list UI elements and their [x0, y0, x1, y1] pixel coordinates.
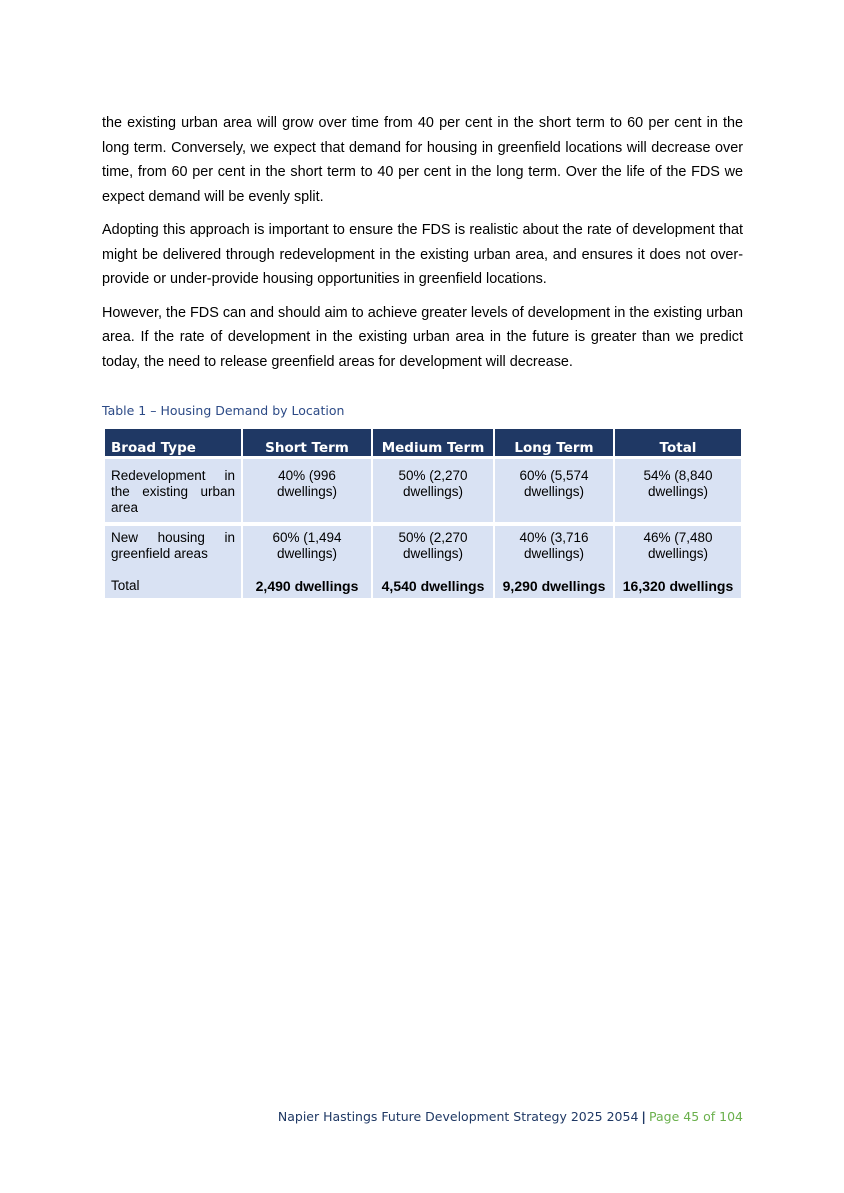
table-cell: 50% (2,270 dwellings) [373, 459, 493, 522]
column-header: Total [615, 429, 741, 459]
table-cell: 50% (2,270 dwellings) [373, 526, 493, 574]
housing-demand-table [103, 429, 743, 598]
paragraph: the existing urban area will grow over time from 40 per cent in the short term to 60 per cent in the long term. Conversely, we expect that demand for housing in greenfield locations will decrease over time, from 60 per cent in the short term to 40 per cent in the long term. Over the life of the FDS we expect demand will be evenly split. [102, 115, 743, 205]
table-row [105, 526, 741, 574]
table-cell: New housing in greenfield areas [105, 526, 241, 574]
table-cell: Total [105, 574, 241, 598]
table-cell: 40% (3,716 dwellings) [495, 526, 613, 574]
table-caption: Table 1 – Housing Demand by Location [102, 403, 345, 418]
table-cell: 40% (996 dwellings) [243, 459, 371, 522]
column-header: Long Term [495, 429, 613, 459]
table-row [105, 459, 741, 522]
body-text [102, 111, 743, 383]
page-number: Page 45 of 104 [649, 1109, 743, 1124]
paragraph: Adopting this approach is important to ensure the FDS is realistic about the rate of development that might be delivered through redevelopment in the existing urban area, and ensures it does not over-provide or under-provide housing opportunities in greenfield locations. [102, 222, 743, 287]
column-header: Broad Type [105, 429, 241, 459]
table-cell: 16,320 dwellings [615, 574, 741, 598]
page-footer [278, 1109, 743, 1124]
table-cell: 60% (1,494 dwellings) [243, 526, 371, 574]
document-title: Napier Hastings Future Development Strategy 2025 2054 [277, 1109, 639, 1124]
table-cell: 4,540 dwellings [373, 574, 493, 598]
column-header: Medium Term [373, 429, 493, 459]
table-cell: 46% (7,480 dwellings) [615, 526, 741, 574]
table-cell: Redevelopment in the existing urban area [105, 459, 241, 522]
footer-separator: | [641, 1109, 646, 1124]
table-header-row [105, 429, 741, 459]
table-cell: 2,490 dwellings [243, 574, 371, 598]
table-cell: 9,290 dwellings [495, 574, 613, 598]
table-cell: 54% (8,840 dwellings) [615, 459, 741, 522]
paragraph: However, the FDS can and should aim to achieve greater levels of development in the existing urban area. If the rate of development in the existing urban area in the future is greater than we predict today, the need to release greenfield areas for development will decrease. [102, 304, 743, 370]
table-cell: 60% (5,574 dwellings) [495, 459, 613, 522]
table-row-total [105, 574, 741, 598]
column-header: Short Term [243, 429, 371, 459]
